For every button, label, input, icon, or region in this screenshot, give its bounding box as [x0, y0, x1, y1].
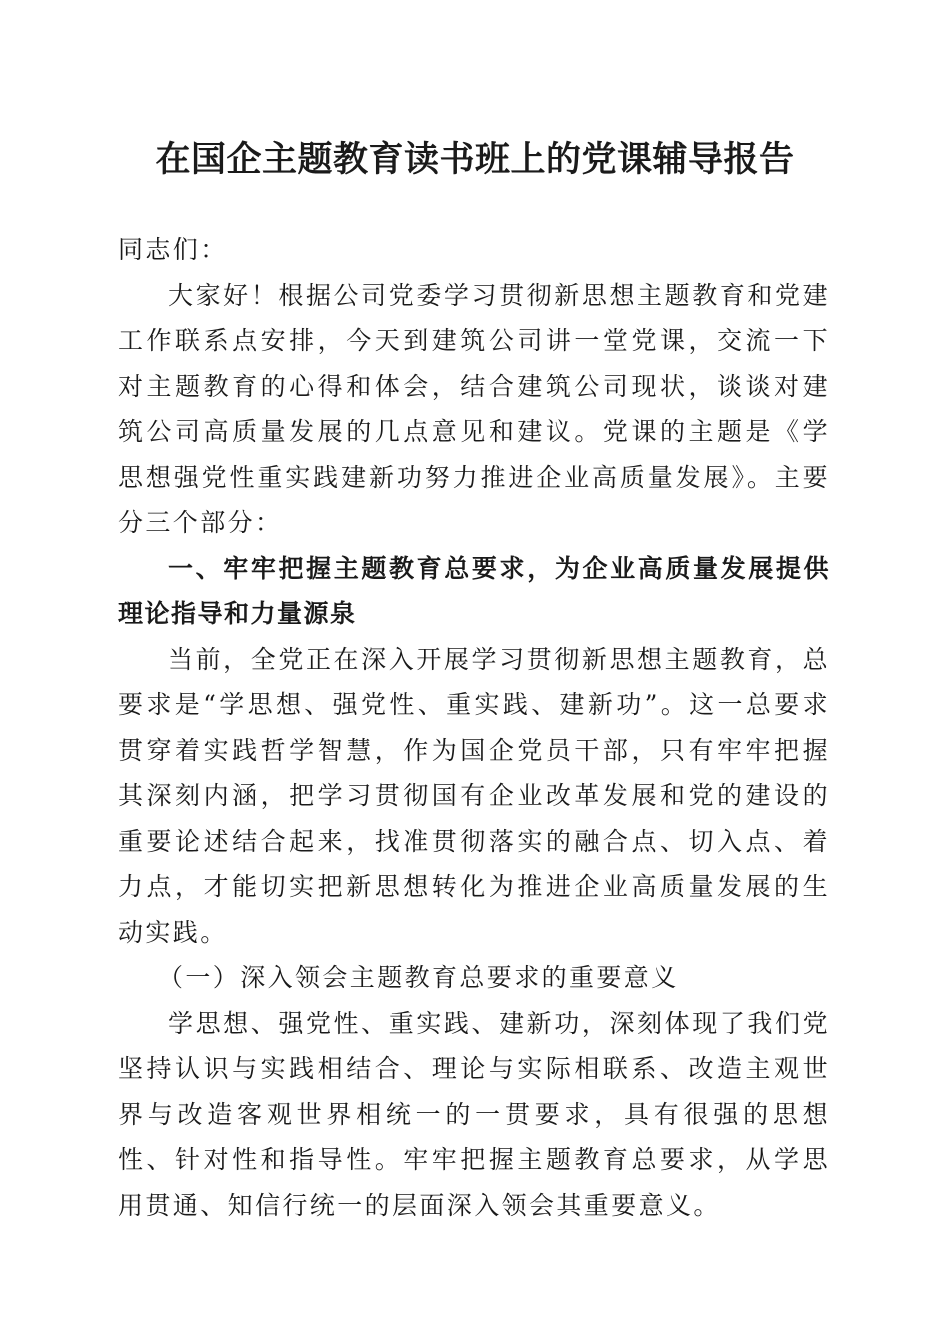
salutation: 同志们： — [118, 235, 228, 264]
intro-paragraph: 大家好！根据公司党委学习贯彻新思想主题教育和党建工作联系点安排，今天到建筑公司讲一堂党课，交流一下对主题教育的心得和体会，结合建筑公司现状，谈谈对建筑公司高质量发展的几点意见和建议。党课的主题是《学思想强党性重实践建新功努力推进企业高质量发展》。主要分三个部分： — [118, 280, 830, 537]
document-title: 在国企主题教育读书班上的党课辅导报告 — [155, 139, 795, 180]
section-1-heading: 一、牢牢把握主题教育总要求，为企业高质量发展提供理论指导和力量源泉 — [118, 553, 830, 628]
section-1-paragraph: 当前，全党正在深入开展学习贯彻新思想主题教育，总要求是“学思想、强党性、重实践、建新功”。这一总要求贯穿着实践哲学智慧，作为国企党员干部，只有牢牢把握其深刻内涵，把学习贯彻国有企业改革发展和党的建设的重要论述结合起来，找准贯彻落实的融合点、切入点、着力点，才能切实把新思想转化为推进企业高质量发展的生动实践。 — [118, 644, 830, 947]
subsection-1-paragraph: 学思想、强党性、重实践、建新功，深刻体现了我们党坚持认识与实践相结合、理论与实际相联系、改造主观世界与改造客观世界相统一的一贯要求，具有很强的思想性、针对性和指导性。牢牢把握主题教育总要求，从学思用贯通、知信行统一的层面深入领会其重要意义。 — [118, 1008, 830, 1220]
subsection-1-heading: （一）深入领会主题教育总要求的重要意义 — [158, 963, 679, 992]
document-body — [118, 227, 830, 1228]
